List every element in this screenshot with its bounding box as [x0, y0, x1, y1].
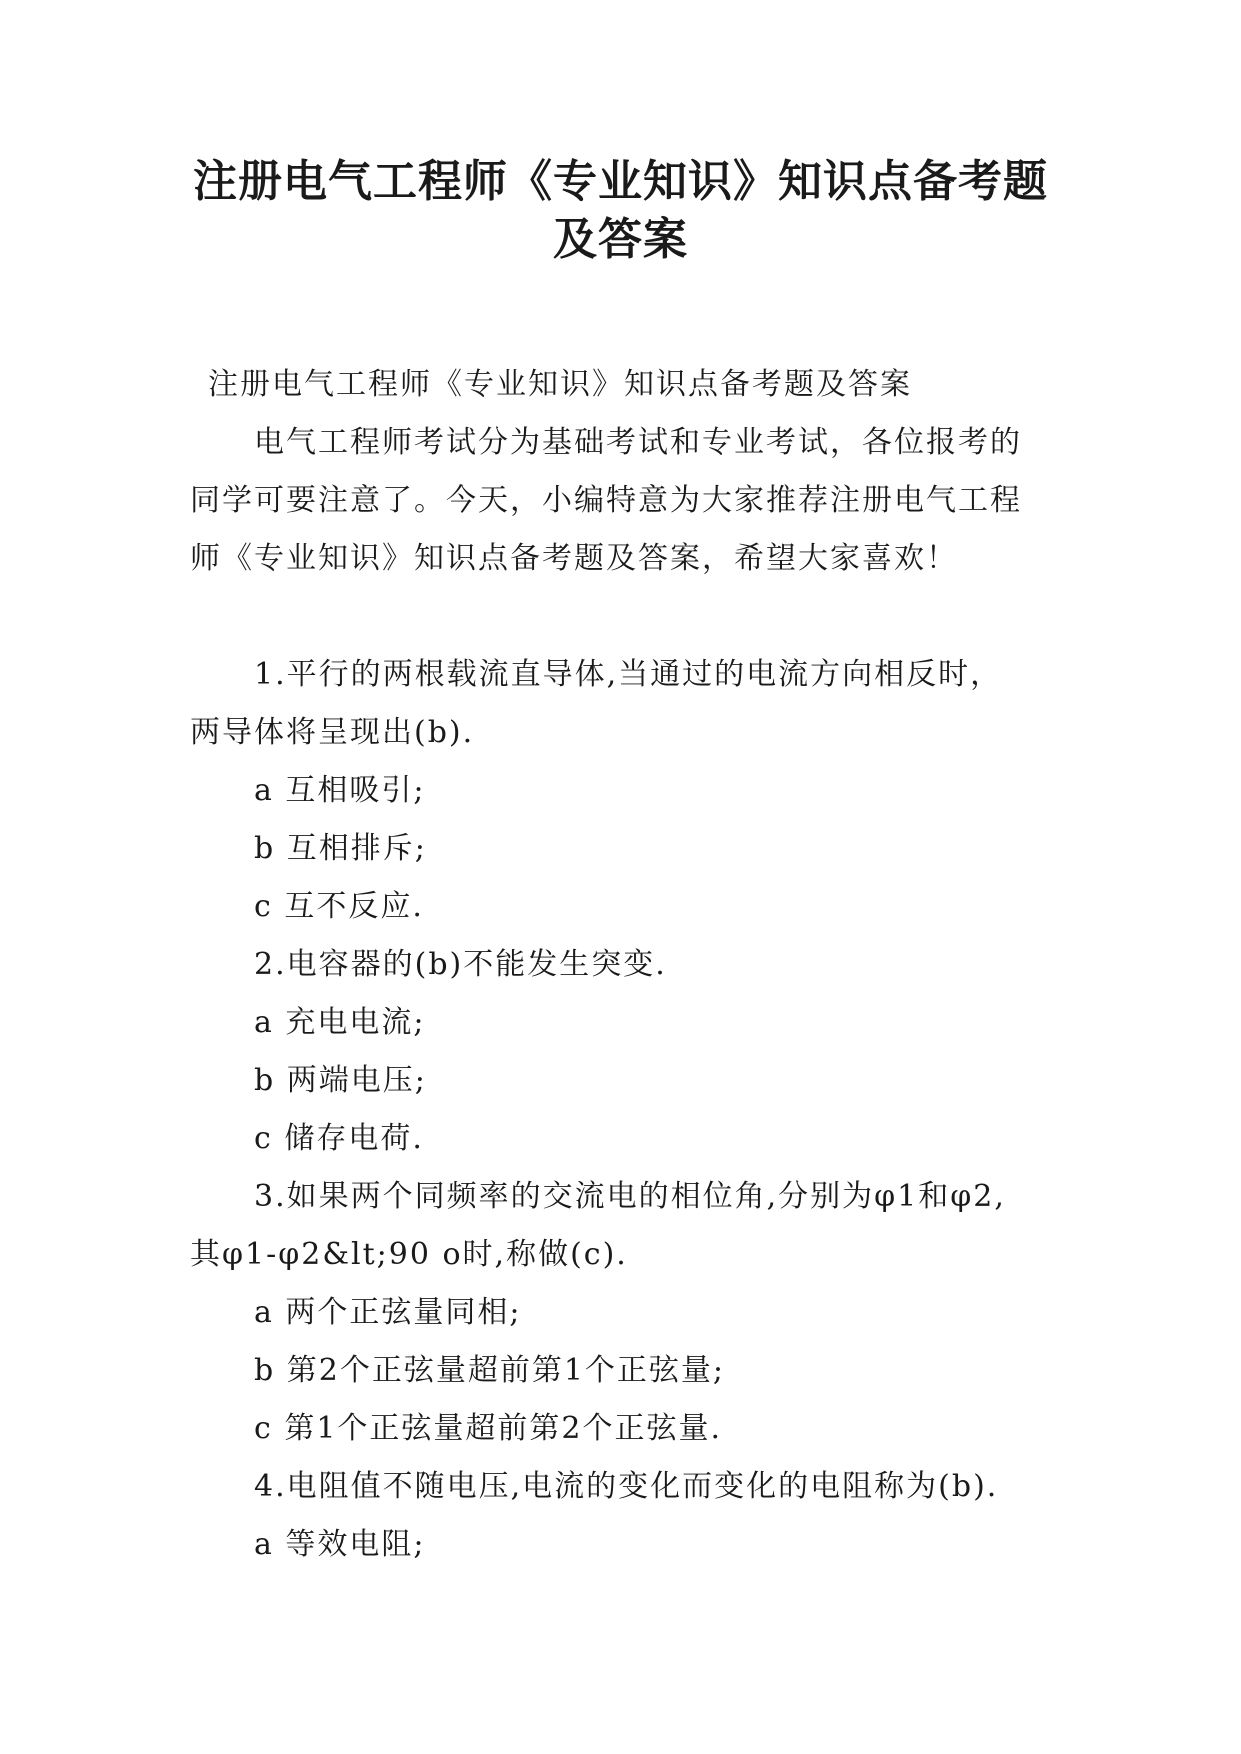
question-1-line-2: 两导体将呈现出(b). [190, 715, 475, 750]
question-3-option-c: c 第1个正弦量超前第2个正弦量. [254, 1411, 723, 1446]
question-2-option-b: b 两端电压; [254, 1063, 427, 1098]
question-4-line-1: 4.电阻值不随电压,电流的变化而变化的电阻称为(b). [254, 1469, 999, 1504]
question-2-line-1: 2.电容器的(b)不能发生突变. [254, 947, 667, 982]
question-2-option-c: c 储存电荷. [254, 1121, 424, 1156]
question-3-option-a: a 两个正弦量同相; [254, 1295, 522, 1330]
question-3-option-b: b 第2个正弦量超前第1个正弦量; [254, 1353, 726, 1388]
question-4-option-a: a 等效电阻; [254, 1527, 426, 1562]
question-1-option-c: c 互不反应. [254, 889, 424, 924]
question-3-line-2: 其φ1-φ2&lt;90 o时,称做(c). [190, 1237, 628, 1272]
document-title [150, 150, 1091, 266]
title-line-2: 及答案 [553, 214, 688, 265]
blank-line [190, 588, 1060, 646]
question-1-option-b: b 互相排斥; [254, 831, 427, 866]
document-body [190, 356, 1060, 1574]
question-2-option-a: a 充电电流; [254, 1005, 426, 1040]
question-1-line-1: 1.平行的两根载流直导体,当通过的电流方向相反时， [254, 657, 1003, 692]
title-line-1: 注册电气工程师《专业知识》知识点备考题 [193, 156, 1048, 207]
question-3-line-1: 3.如果两个同频率的交流电的相位角,分别为φ1和φ2, [254, 1179, 1006, 1214]
question-1-option-a: a 互相吸引; [254, 773, 426, 808]
intro-line-3: 师《专业知识》知识点备考题及答案，希望大家喜欢！ [190, 541, 958, 576]
subtitle: 注册电气工程师《专业知识》知识点备考题及答案 [208, 367, 912, 402]
intro-line-1: 电气工程师考试分为基础考试和专业考试，各位报考的 [254, 425, 1022, 460]
intro-line-2: 同学可要注意了。今天，小编特意为大家推荐注册电气工程 [190, 483, 1022, 518]
